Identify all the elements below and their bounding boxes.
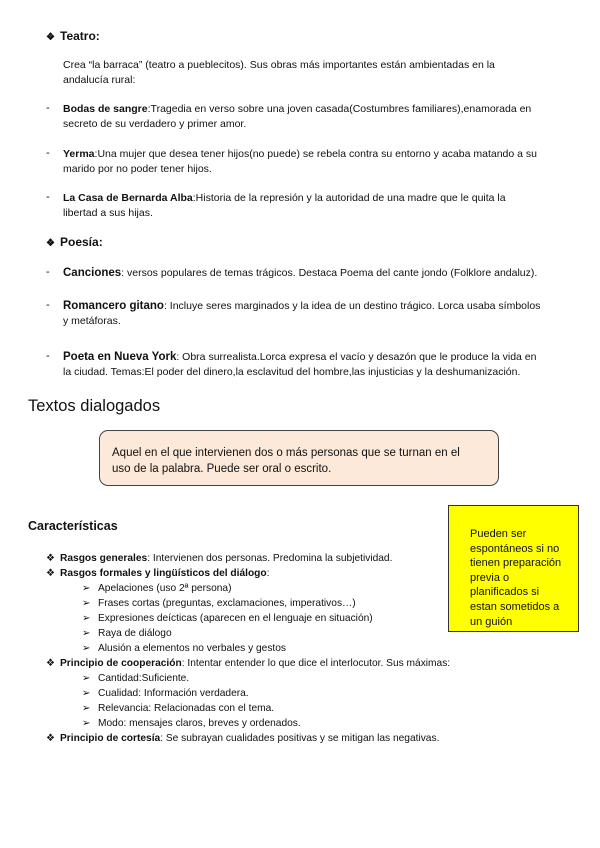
sub-list-item: ➢ Cualidad: Información verdadera.: [82, 688, 249, 699]
sub-list-item: ➢ Expresiones deícticas (aparecen en el lenguaje en situación): [82, 613, 373, 624]
diamond-bullet-icon: ❖: [46, 32, 55, 43]
dash-bullet-icon: -: [46, 191, 50, 203]
teatro-heading: ❖ Teatro:: [46, 29, 100, 43]
list-item: ❖ Principio de cortesía: Se subrayan cualidades positivas y se mitigan las negativas.: [46, 733, 440, 744]
list-item: ❖ Rasgos formales y lingüísticos del diálogo:: [46, 568, 270, 579]
diamond-bullet-icon: ❖: [46, 733, 55, 744]
arrow-bullet-icon: ➢: [82, 673, 91, 684]
list-item: La Casa de Bernarda Alba:Historia de la represión y la autoridad de una madre que le quita la libertad a sus hijas.: [63, 192, 506, 219]
list-item: Romancero gitano: Incluye seres marginados y la idea de un destino trágico. Lorca usaba símbolos y metáforas.: [63, 300, 541, 327]
definition-callout: Aquel en el que intervienen dos o más personas que se turnan en el uso de la palabra. Puede ser oral o escrito.: [99, 430, 499, 486]
list-item: Yerma:Una mujer que desea tener hijos(no puede) se rebela contra su entorno y acaba matando a su marido por no poder tener hijos.: [63, 148, 537, 175]
list-item: Poeta en Nueva York: Obra surrealista.Lorca expresa el vacío y desazón que le produce la vida en la ciudad. Temas:El poder del dinero,la esclavitud del hombre,las injusticias y la deshumanización.: [63, 351, 537, 378]
caracteristicas-heading: Características: [28, 519, 118, 533]
arrow-bullet-icon: ➢: [82, 688, 91, 699]
sub-list-item: ➢ Apelaciones (uso 2ª persona): [82, 583, 232, 594]
arrow-bullet-icon: ➢: [82, 703, 91, 714]
diamond-bullet-icon: ❖: [46, 568, 55, 579]
poesia-heading: ❖ Poesía:: [46, 235, 103, 249]
sub-list-item: ➢ Cantidad:Suficiente.: [82, 673, 190, 684]
arrow-bullet-icon: ➢: [82, 718, 91, 729]
dash-bullet-icon: -: [46, 299, 50, 311]
sub-list-item: ➢ Alusión a elementos no verbales y gestos: [82, 643, 287, 654]
list-item: ❖ Rasgos generales: Intervienen dos personas. Predomina la subjetividad.: [46, 553, 393, 564]
dash-bullet-icon: -: [46, 266, 50, 278]
arrow-bullet-icon: ➢: [82, 643, 91, 654]
arrow-bullet-icon: ➢: [82, 598, 91, 609]
teatro-intro: Crea “la barraca” (teatro a pueblecitos). Sus obras más importantes están ambientadas en la andalucía rural:: [63, 59, 495, 86]
list-item: Canciones: versos populares de temas trágicos. Destaca Poema del cante jondo (Folklore andaluz).: [63, 267, 538, 279]
dash-bullet-icon: -: [46, 147, 50, 159]
list-item: Bodas de sangre:Tragedia en verso sobre una joven casada(Costumbres familiares),enamorada en secreto de su verdadero y primer amor.: [63, 103, 532, 130]
dialog-heading: Textos dialogados: [28, 397, 161, 415]
sub-list-item: ➢ Relevancia: Relacionadas con el tema.: [82, 703, 275, 714]
arrow-bullet-icon: ➢: [82, 583, 91, 594]
arrow-bullet-icon: ➢: [82, 613, 91, 624]
sub-list-item: ➢ Raya de diálogo: [82, 628, 172, 639]
arrow-bullet-icon: ➢: [82, 628, 91, 639]
note-box: Pueden ser espontáneos si no tienen preparación previa o planificados si estan sometidos a un guión: [448, 505, 579, 632]
diamond-bullet-icon: ❖: [46, 553, 55, 564]
dash-bullet-icon: -: [46, 102, 50, 114]
sub-list-item: ➢ Modo: mensajes claros, breves y ordenados.: [82, 718, 301, 729]
list-item: ❖ Principio de cooperación: Intentar entender lo que dice el interlocutor. Sus máximas:: [46, 658, 451, 669]
sub-list-item: ➢ Frases cortas (preguntas, exclamaciones, imperativos…): [82, 598, 356, 609]
diamond-bullet-icon: ❖: [46, 658, 55, 669]
diamond-bullet-icon: ❖: [46, 238, 55, 249]
dash-bullet-icon: -: [46, 350, 50, 362]
